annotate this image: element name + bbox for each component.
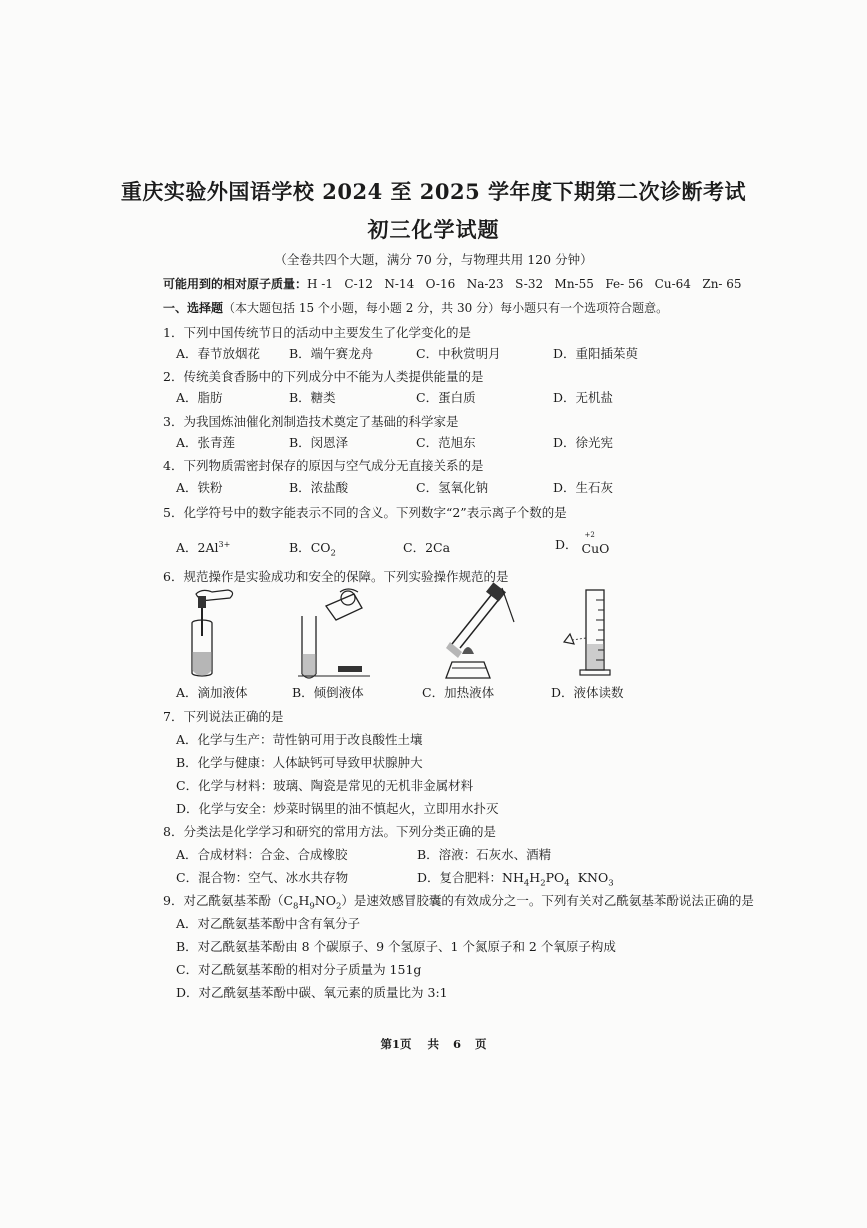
q5-option-d-valence: +2 — [584, 531, 595, 539]
q3-option-b: B．闵恩泽 — [289, 435, 349, 450]
q2-option-b: B．糖类 — [289, 390, 336, 405]
q8-option-d — [417, 868, 614, 889]
question-4-stem: 4．下列物质需密封保存的原因与空气成分无直接关系的是 — [163, 458, 484, 473]
q4-option-a: A．铁粉 — [176, 480, 223, 495]
q5-option-d-formula-wrap — [581, 531, 610, 556]
section1-title: 一、选择题 — [163, 301, 224, 315]
q2-option-d: D．无机盐 — [553, 390, 614, 405]
question-6-stem: 6．规范操作是实验成功和安全的保障。下列实验操作规范的是 — [163, 569, 509, 584]
q5-option-d-label: D． — [555, 537, 578, 552]
q8-formula-h-sub: 2 — [540, 878, 546, 889]
q7-option-d: D．化学与安全：炒菜时锅里的油不慎起火，立即用水扑灭 — [176, 801, 499, 816]
q3-option-d: D．徐光宪 — [553, 435, 614, 450]
q5-option-b — [289, 538, 336, 559]
q8-option-b: B．溶液：石灰水、酒精 — [417, 847, 552, 862]
figure-heating-liquid — [432, 582, 518, 682]
question-8-stem: 8．分类法是化学学习和研究的常用方法。下列分类正确的是 — [163, 824, 496, 839]
q6-option-c: C．加热液体 — [422, 685, 495, 700]
figure-pouring-liquid — [296, 586, 374, 682]
q7-option-a: A．化学与生产：苛性钠可用于改良酸性土壤 — [176, 732, 423, 747]
question-3-stem: 3．为我国炼油催化剂制造技术奠定了基础的科学家是 — [163, 414, 459, 429]
q9-option-b: B．对乙酰氨基苯酚由 8 个碳原子、9 个氢原子、1 个氮原子和 2 个氧原子构成 — [176, 939, 616, 954]
q1-option-d: D．重阳插茱萸 — [553, 346, 639, 361]
q7-option-b: B．化学与健康：人体缺钙可导致甲状腺肿大 — [176, 755, 423, 770]
page-number: 第1页 — [380, 1037, 412, 1051]
q9-stem-sub3: 2 — [335, 901, 342, 912]
q6-option-d: D．液体读数 — [551, 685, 624, 700]
q9-stem-sub1: 8 — [293, 901, 299, 912]
question-7-stem: 7．下列说法正确的是 — [163, 709, 284, 724]
atomic-masses-label: 可能用到的相对原子质量： — [163, 277, 308, 291]
q8-formula-kno: KNO — [577, 870, 609, 885]
exam-title: 重庆实验外国语学校 2024 至 2025 学年度下期第二次诊断考试 — [120, 179, 747, 204]
q9-stem-mid2: NO — [314, 893, 336, 908]
q6-option-a: A．滴加液体 — [176, 685, 248, 700]
q5-option-c: C．2Ca — [403, 540, 451, 555]
q3-option-c: C．范旭东 — [416, 435, 476, 450]
q2-option-c: C．蛋白质 — [416, 390, 476, 405]
q8-formula-kno-sub: 3 — [608, 878, 614, 889]
exam-note: （全卷共四个大题，满分 70 分，与物理共用 120 分钟） — [274, 252, 593, 267]
q9-option-c: C．对乙酰氨基苯酚的相对分子质量为 151g — [176, 962, 422, 977]
q9-stem-prefix: 9．对乙酰氨基苯酚（C — [163, 893, 294, 908]
q5-option-d — [555, 531, 610, 556]
q5-option-b-subscript: 2 — [330, 548, 336, 559]
q5-option-b-formula: CO — [310, 540, 331, 555]
question-1-stem: 1．下列中国传统节日的活动中主要发生了化学变化的是 — [163, 325, 471, 340]
q5-option-d-formula: CuO — [581, 541, 610, 556]
figure-reading-volume — [562, 586, 618, 682]
question-9-stem — [163, 891, 754, 912]
q9-option-a: A．对乙酰氨基苯酚中含有氧分子 — [176, 916, 361, 931]
question-5-stem: 5．化学符号中的数字能表示不同的含义。下列数字“2”表示离子个数的是 — [163, 505, 567, 520]
q8-formula-nh-sub: 4 — [523, 878, 530, 889]
q1-option-c: C．中秋赏明月 — [416, 346, 501, 361]
q5-option-a-charge: 3+ — [218, 539, 231, 549]
q8-formula-po-sub: 4 — [564, 878, 570, 889]
q8-option-c: C．混合物：空气、冰水共存物 — [176, 870, 349, 885]
q3-option-a: A．张青莲 — [176, 435, 236, 450]
q6-option-b: B．倾倒液体 — [292, 685, 364, 700]
q8-formula-h: H — [529, 870, 541, 885]
page-total: 共 6 页 — [427, 1037, 487, 1051]
atomic-masses-line — [163, 275, 742, 292]
q2-option-a: A．脂肪 — [176, 390, 223, 405]
q5-option-a-formula: 2Al — [197, 540, 219, 555]
q4-option-b: B．浓盐酸 — [289, 480, 349, 495]
section1-heading — [163, 299, 668, 316]
q8-option-d-label: D．复合肥料： — [417, 870, 503, 885]
section1-desc: （本大题包括 15 个小题，每小题 2 分，共 30 分）每小题只有一个选项符合题意。 — [223, 301, 669, 315]
q9-stem-mid1: H — [298, 893, 310, 908]
q8-formula-nh: NH — [502, 870, 524, 885]
q9-stem-suffix: ）是速效感冒胶囊的有效成分之一。下列有关对乙酰氨基苯酚说法正确的是 — [341, 893, 754, 908]
q5-option-a — [176, 538, 230, 556]
q5-option-b-label: B． — [289, 540, 311, 555]
q1-option-b: B．端午赛龙舟 — [289, 346, 374, 361]
q7-option-c: C．化学与材料：玻璃、陶瓷是常见的无机非金属材料 — [176, 778, 474, 793]
q5-option-a-label: A． — [176, 540, 198, 555]
q8-option-a: A．合成材料：合金、合成橡胶 — [176, 847, 348, 862]
q1-option-a: A．春节放烟花 — [176, 346, 261, 361]
q4-option-c: C．氢氧化钠 — [416, 480, 489, 495]
exam-subject-title: 初三化学试题 — [367, 217, 500, 242]
atomic-masses-values: H -1 C-12 N-14 O-16 Na-23 S-32 Mn-55 Fe- 56 Cu-64 Zn- 65 — [307, 277, 742, 291]
figure-dropping-liquid — [178, 586, 240, 682]
q9-stem-sub2: 9 — [309, 901, 315, 912]
q8-formula-po: PO — [545, 870, 565, 885]
q9-option-d: D．对乙酰氨基苯酚中碳、氧元素的质量比为 3:1 — [176, 985, 448, 1000]
question-2-stem: 2．传统美食香肠中的下列成分中不能为人类提供能量的是 — [163, 369, 484, 384]
page-footer — [0, 1036, 867, 1052]
q4-option-d: D．生石灰 — [553, 480, 614, 495]
